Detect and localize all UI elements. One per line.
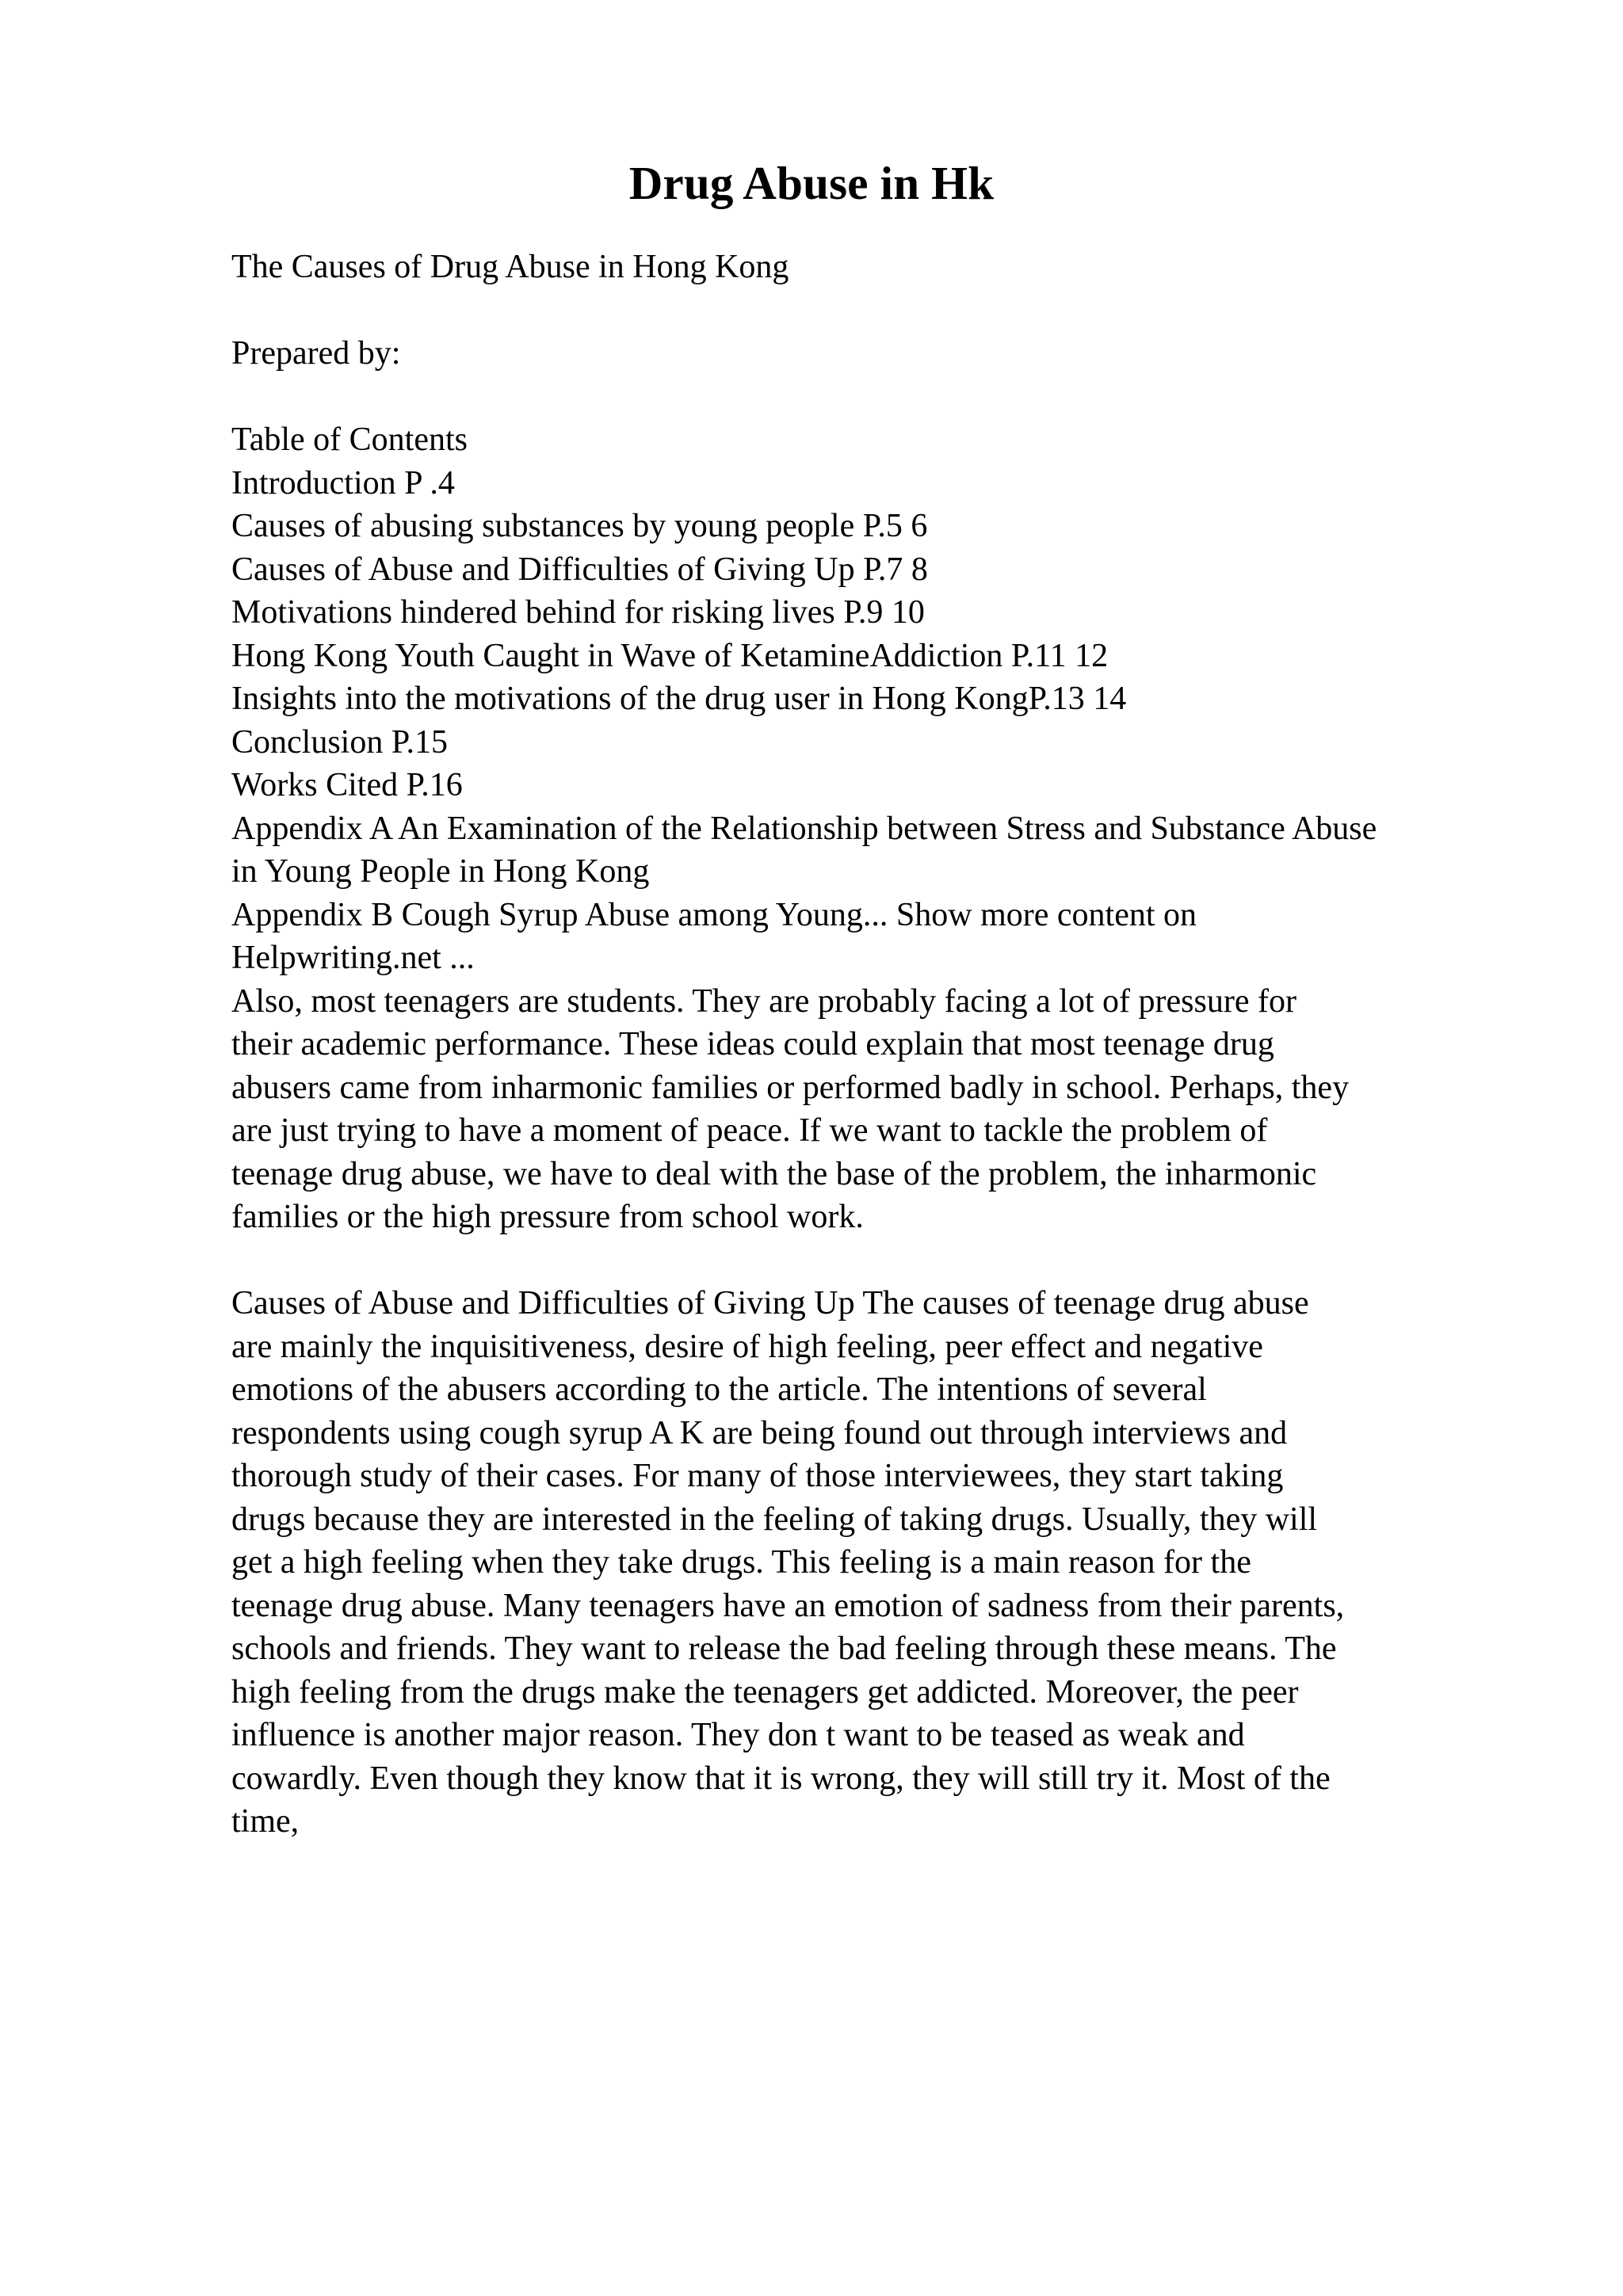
- paragraph-line: abusers came from inharmonic families or performed badly in school. Perhaps, they: [231, 1069, 1350, 1106]
- toc-line: Causes of abusing substances by young people P.5 6: [231, 508, 928, 544]
- body-paragraph: [231, 980, 1531, 1239]
- toc-line: Works Cited P.16: [231, 767, 463, 803]
- toc-heading: Table of Contents: [231, 421, 468, 458]
- toc-line: Introduction P .4: [231, 464, 455, 502]
- paragraph-line: high feeling from the drugs make the teenagers get addicted. Moreover, the peer: [231, 1673, 1299, 1711]
- table-of-contents: [231, 418, 1531, 980]
- paragraph-line: influence is another major reason. They don t want to be teased as weak and: [231, 1717, 1245, 1753]
- prepared-by-line: Prepared by:: [231, 335, 401, 372]
- toc-line: Insights into the motivations of the drug user in Hong KongP.13 14: [231, 681, 1127, 717]
- toc-line: Motivations hindered behind for risking lives P.9 10: [231, 594, 925, 631]
- document-body: [231, 246, 1531, 1844]
- paragraph-line: Also, most teenagers are students. They are probably facing a lot of pressure for: [231, 982, 1296, 1020]
- paragraph-line: are mainly the inquisitiveness, desire of high feeling, peer effect and negative: [231, 1328, 1263, 1365]
- paragraph-line: families or the high pressure from school work.: [231, 1199, 864, 1235]
- paragraph-line: schools and friends. They want to release the bad feeling through these means. The: [231, 1630, 1337, 1667]
- toc-line: Helpwriting.net ...: [231, 940, 475, 976]
- paragraph-line: emotions of the abusers according to the article. The intentions of several: [231, 1371, 1207, 1408]
- paragraph-line: time,: [231, 1803, 300, 1840]
- paragraph-line: are just trying to have a moment of peace. If we want to tackle the problem of: [231, 1112, 1268, 1149]
- toc-line: Appendix B Cough Syrup Abuse among Young... Show more content on: [231, 896, 1197, 933]
- paragraph-line: thorough study of their cases. For many of those interviewees, they start taking: [231, 1458, 1284, 1494]
- paragraph-line: teenage drug abuse, we have to deal with the base of the problem, the inharmonic: [231, 1155, 1317, 1192]
- paragraph-line: cowardly. Even though they know that it is wrong, they will still try it. Most of the: [231, 1760, 1331, 1797]
- paragraph-line: respondents using cough syrup A K are being found out through interviews and: [231, 1414, 1288, 1451]
- paragraph-line: drugs because they are interested in the feeling of taking drugs. Usually, they will: [231, 1501, 1318, 1538]
- paragraph-line: Causes of Abuse and Difficulties of Giving Up The causes of teenage drug abuse: [231, 1285, 1309, 1322]
- toc-line: Hong Kong Youth Caught in Wave of KetamineAddiction P.11 12: [231, 637, 1109, 674]
- document-subtitle: The Causes of Drug Abuse in Hong Kong: [231, 249, 789, 285]
- toc-line: Causes of Abuse and Difficulties of Giving Up P.7 8: [231, 551, 928, 588]
- paragraph-line: get a high feeling when they take drugs. This feeling is a main reason for the: [231, 1544, 1251, 1581]
- paragraph-line: their academic performance. These ideas could explain that most teenage drug: [231, 1026, 1274, 1062]
- toc-line: in Young People in Hong Kong: [231, 853, 650, 890]
- spacer: [231, 376, 1531, 419]
- toc-line: Appendix A An Examination of the Relationship between Stress and Substance Abuse: [231, 810, 1377, 847]
- spacer: [231, 289, 1531, 333]
- document-title: Drug Abuse in Hk: [628, 157, 995, 209]
- paragraph-line: teenage drug abuse. Many teenagers have an emotion of sadness from their parents,: [231, 1587, 1345, 1624]
- toc-line: Conclusion P.15: [231, 723, 449, 761]
- body-paragraph: [231, 1282, 1531, 1844]
- spacer: [231, 1239, 1531, 1283]
